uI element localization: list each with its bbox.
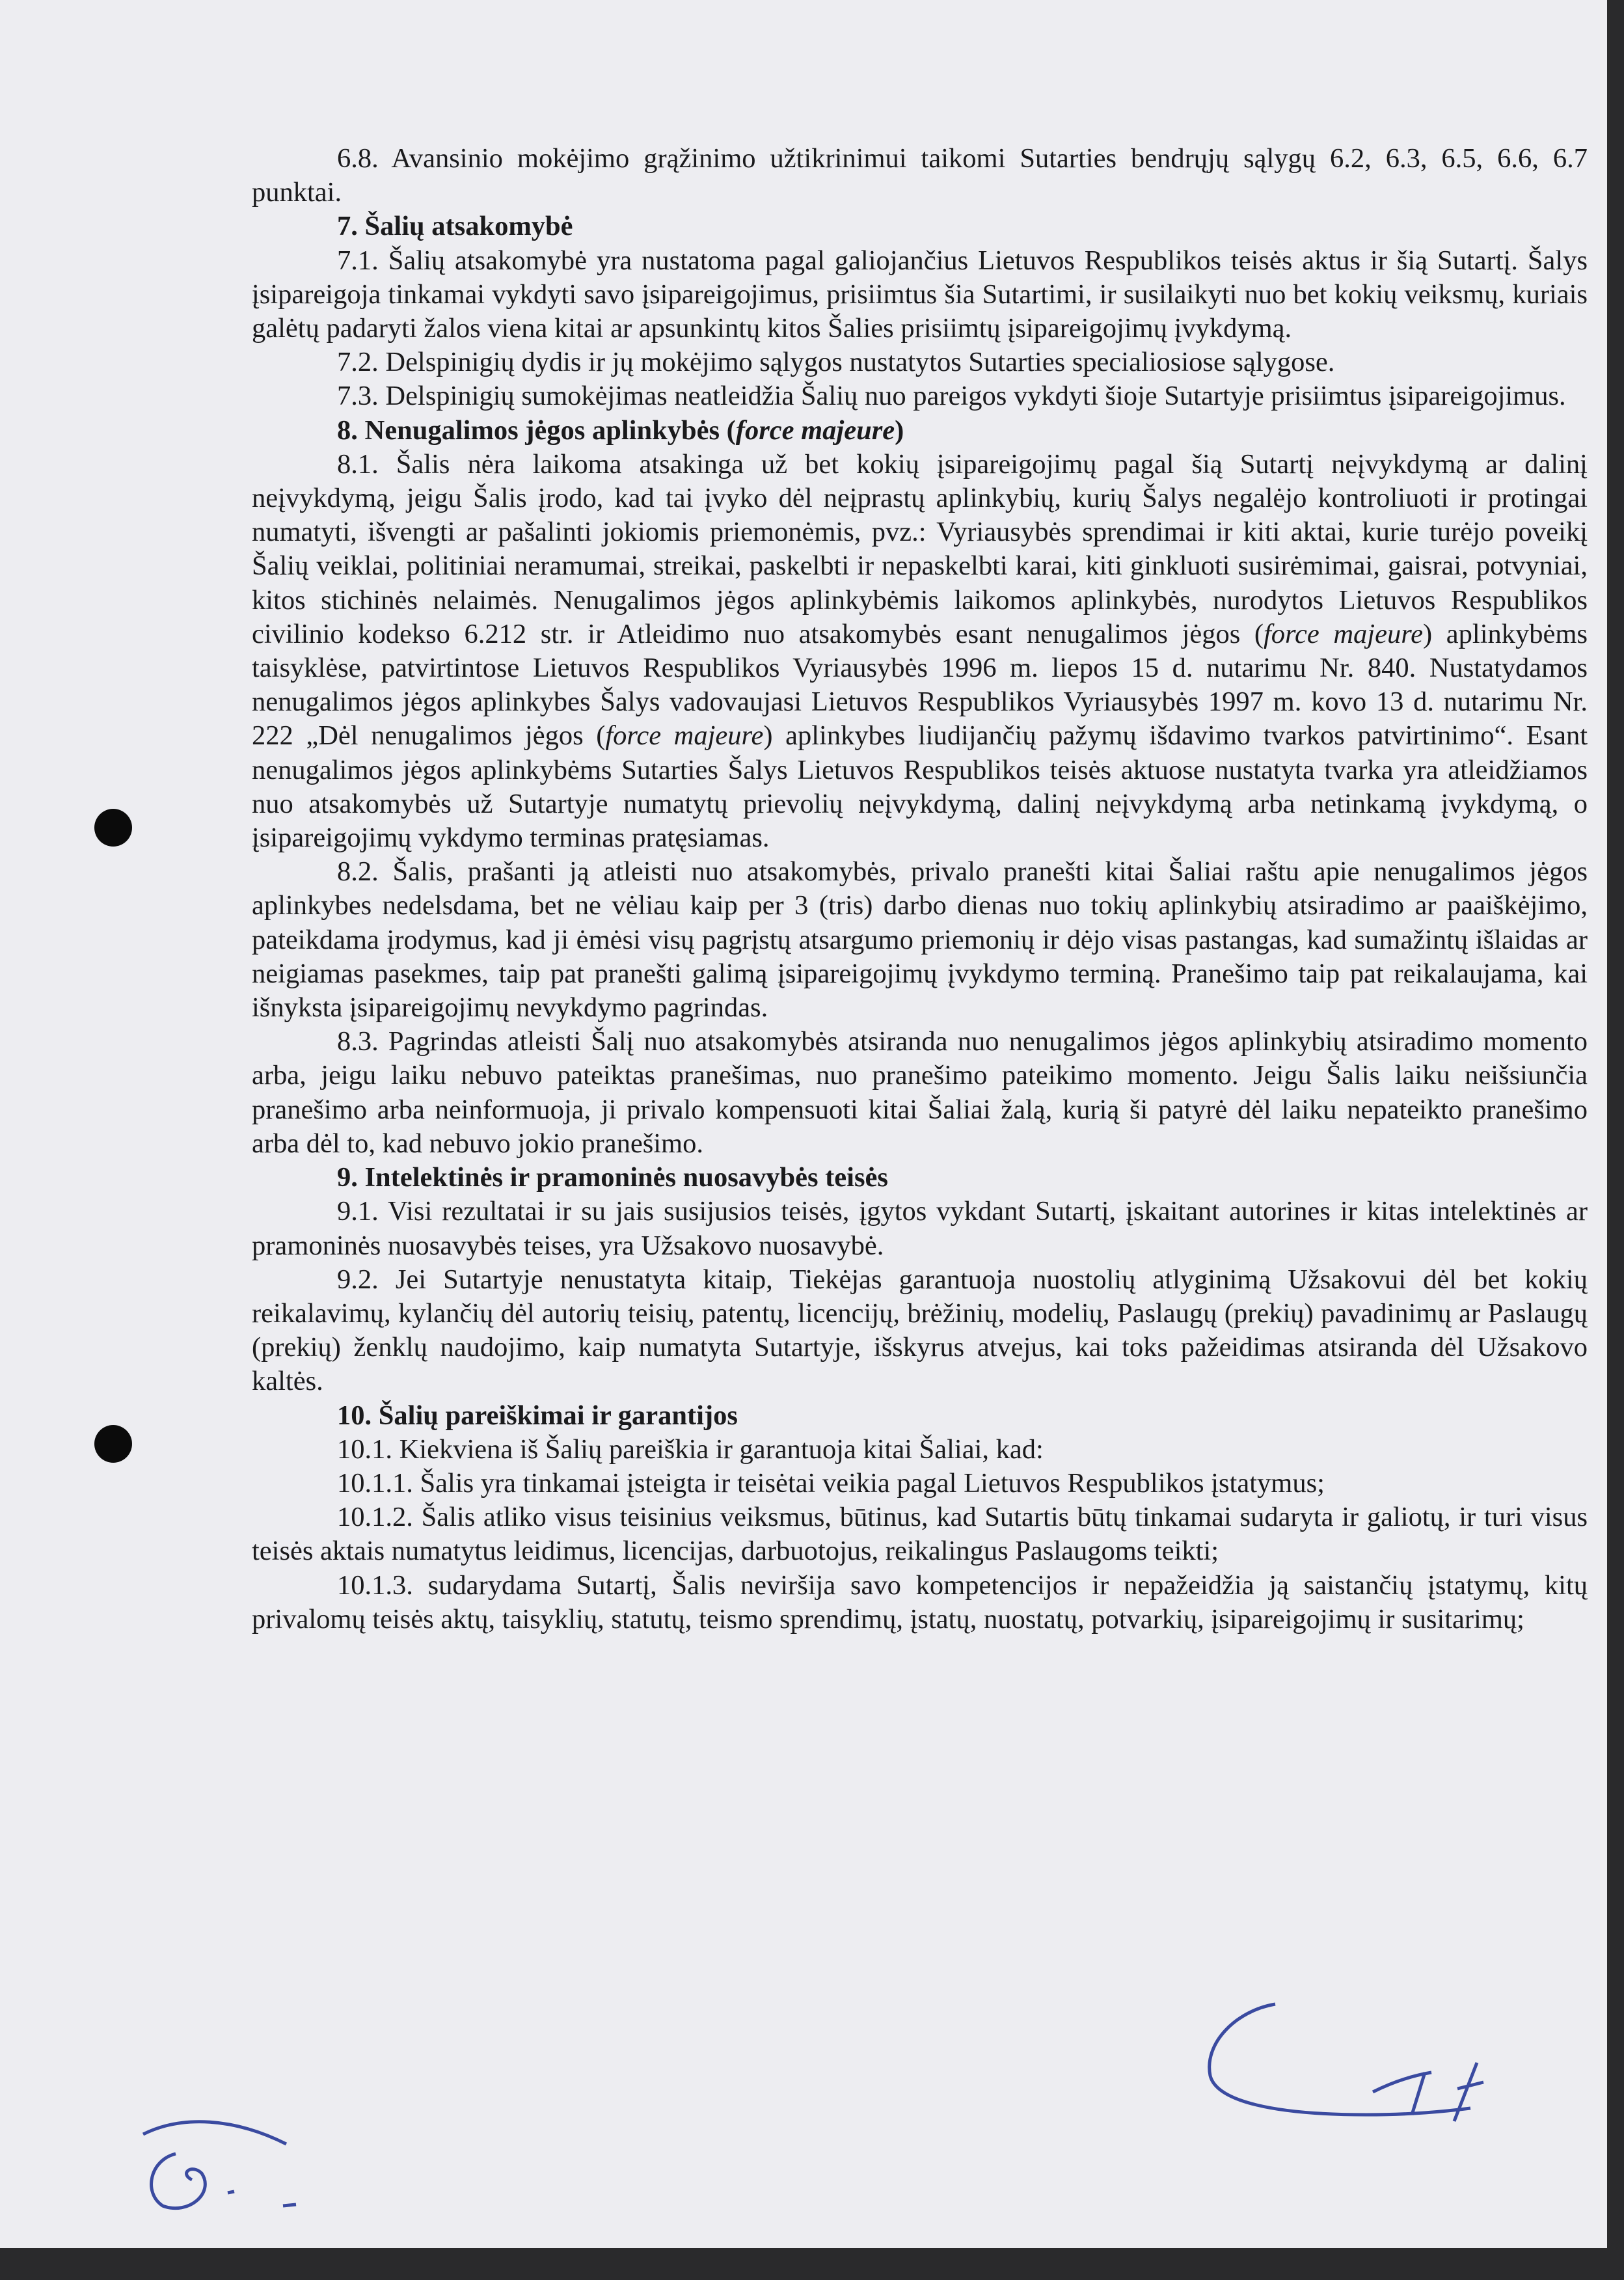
text-segment: 8.1. Šalis nėra laikoma atsakinga už bet kokių įsipareigojimų pagal šią Sutartį neįvykdymą ar dalinį neįvykdymą, jeigu Šalis įrodo, kad tai įvyko dėl neįprastų aplinkybių, kurių Šalys negalėjo kontroliuoti ir protingai numatyti, išvengti ar pašalinti jokiomis priemonėmis, pvz.: Vyriausybės sprendimai ir kiti aktai, kurie turėjo poveikį Šalių veiklai, politiniai neramumai, streikai, paskelbti ir nepaskelbti karai, kiti ginkluoti susirėmimai, gaisrai, potvyniai, kitos stichinės nelaimės. Nenugalimos jėgos aplinkybėmis laikomos aplinkybės, nurodytos Lietuvos Respublikos civilinio kodekso 6.212 str. ir Atleidimo nuo atsakomybės esant nenugalimos jėgos ( — [252, 448, 1588, 649]
scan-border-right — [1607, 0, 1624, 2280]
text-segment: 8.2. Šalis, prašanti ją atleisti nuo atsakomybės, privalo pranešti kitai Šaliai raštu apie nenugalimos jėgos aplinkybes nedelsdama, bet ne vėliau kaip per 3 (tris) darbo dienas nuo tokių aplinkybių atsiradimo ar paaiškėjimo, pateikdama įrodymus, kad ji ėmėsi visų pagrįstų atsargumo priemonių ir dėjo visas pastangas, kad sumažintų išlaidas ar neigiamas pasekmes, taip pat pranešti galimą įsipareigojimų įvykdymo terminą. Pranešimo taip pat reikalaujama, kai išnyksta įsipareigojimų nevykdymo pagrindas. — [252, 856, 1588, 1024]
text-segment: ) aplinkybes liudijančių pažymų išdavimo tvarkos patvirtinimo“. Esant nenugalimos jėgos aplinkybėms Sutarties Šalys Lietuvos Respublikos teisės aktuose nustatyta tvarka yra atleidžiamos nuo atsakomybės už Sutartyje numatytų prievolių neįvykdymą, dalinį neįvykdymą arba netinkamą įvykdymą, o įsipareigojimų vykdymo terminas pratęsiamas. — [252, 720, 1588, 854]
clause-paragraph — [252, 244, 1588, 346]
text-segment: 8.3. Pagrindas atleisti Šalį nuo atsakomybės atsiranda nuo nenugalimos jėgos aplinkybių atsiradimo momento arba, jeigu laiku nebuvo pateiktas pranešimas, nuo pranešimo pateikimo momento. Jeigu Šalis laiku neišsiunčia pranešimo arba neinformuoja, ji privalo kompensuoti kitai Šaliai žalą, kurią ši patyrė dėl laiku nepateikto pranešimo arba dėl to, kad nebuvo jokio pranešimo. — [252, 1026, 1588, 1159]
scan-border-bottom — [0, 2248, 1624, 2280]
text-segment: 10.1.2. Šalis atliko visus teisinius veiksmus, būtinus, kad Sutartis būtų tinkamai sudaryta ir galiotų, ir turi visus teisės aktais numatytus leidimus, licencijas, darbuotojus, reikalingus Paslaugoms teikti; — [252, 1502, 1588, 1567]
clause-paragraph — [252, 379, 1588, 413]
clause-paragraph — [252, 448, 1588, 855]
text-segment: 9. Intelektinės ir pramoninės nuosavybės teisės — [337, 1162, 888, 1193]
text-segment: 10.1. Kiekviena iš Šalių pareiškia ir garantuoja kitai Šaliai, kad: — [337, 1433, 1044, 1465]
clause-paragraph — [252, 855, 1588, 1025]
section-heading — [252, 1399, 1588, 1433]
signature-right — [1197, 1985, 1509, 2134]
document-body — [252, 142, 1588, 1636]
italic-term: force majeure — [735, 414, 895, 446]
punch-hole-top — [94, 809, 132, 847]
text-segment: 7.1. Šalių atsakomybė yra nustatoma pagal galiojančius Lietuvos Respublikos teisės aktus ir šią Sutartį. Šalys įsipareigoja tinkamai vykdyti savo įsipareigojimus, prisiimtus šia Sutartimi, ir susilaikyti nuo bet kokių veiksmų, kuriais galėtų padaryti žalos viena kitai ar apsunkintų kitos Šalies prisiimtų įsipareigojimų įvykdymą. — [252, 245, 1588, 344]
text-segment: 7.2. Delspinigių dydis ir jų mokėjimo sąlygos nustatytos Sutarties specialiosiose sąlygose. — [337, 347, 1335, 378]
clause-paragraph — [252, 1195, 1588, 1262]
text-segment: 9.2. Jei Sutartyje nenustatyta kitaip, Tiekėjas garantuoja nuostolių atlyginimą Užsakovui dėl bet kokių reikalavimų, kylančių dėl autorių teisių, patentų, licencijų, brėžinių, modelių, Paslaugų (prekių) pavadinimų ar Paslaugų (prekių) ženklų naudojimo, kaip numatyta Sutartyje, išskyrus atvejus, kai toks pažeidimas atsiranda dėl Užsakovo kaltės. — [252, 1264, 1588, 1397]
text-segment: 7.3. Delspinigių sumokėjimas neatleidžia Šalių nuo pareigos vykdyti šioje Sutartyje prisiimtus įsipareigojimus. — [337, 381, 1566, 412]
italic-term: force majeure — [605, 720, 764, 752]
punch-hole-bottom — [94, 1425, 132, 1463]
text-segment: 7. Šalių atsakomybė — [337, 211, 573, 242]
initials-left — [130, 2082, 325, 2225]
clause-paragraph — [252, 1433, 1588, 1467]
clause-paragraph — [252, 1500, 1588, 1568]
text-segment: 10. Šalių pareiškimai ir garantijos — [337, 1400, 738, 1431]
clause-paragraph — [252, 346, 1588, 379]
text-segment: 8. Nenugalimos jėgos aplinkybės ( — [337, 414, 736, 446]
section-heading — [252, 210, 1588, 243]
clause-paragraph — [252, 1025, 1588, 1161]
clause-paragraph — [252, 1467, 1588, 1500]
clause-paragraph — [252, 1263, 1588, 1399]
text-segment: 9.1. Visi rezultatai ir su jais susijusios teisės, įgytos vykdant Sutartį, įskaitant autorines ir kitas intelektinės ar pramoninės nuosavybės teises, yra Užsakovo nuosavybė. — [252, 1196, 1588, 1261]
text-segment: 6.8. Avansinio mokėjimo grąžinimo užtikrinimui taikomi Sutarties bendrųjų sąlygų 6.2, 6.3, 6.5, 6.6, 6.7 punktai. — [252, 143, 1588, 208]
italic-term: force majeure — [1264, 618, 1424, 649]
clause-paragraph — [252, 142, 1588, 210]
text-segment: 10.1.1. Šalis yra tinkamai įsteigta ir teisėtai veikia pagal Lietuvos Respublikos įstatymus; — [337, 1467, 1325, 1499]
text-segment: ) — [895, 414, 904, 446]
text-segment: ) aplinkybėms taisyklėse, patvirtintose Lietuvos Respublikos Vyriausybės 1996 m. liepos 15 d. nutarimu Nr. 840. Nustatydamos nenugalimos jėgos aplinkybes Šalys vadovaujasi Lietuvos Respublikos Vyriausybės 1997 m. kovo 13 d. nutarimu Nr. 222 „Dėl nenugalimos jėgos ( — [252, 618, 1588, 752]
clause-paragraph — [252, 1569, 1588, 1636]
text-segment: 10.1.3. sudarydama Sutartį, Šalis neviršija savo kompetencijos ir nepažeidžia ją saistančių įstatymų, kitų privalomų teisės aktų, taisyklių, statutų, teismo sprendimų, įstatų, nuostatų, potvarkių, įsipareigojimų ir susitarimų; — [252, 1569, 1588, 1635]
section-heading — [252, 1161, 1588, 1195]
section-heading — [252, 414, 1588, 448]
